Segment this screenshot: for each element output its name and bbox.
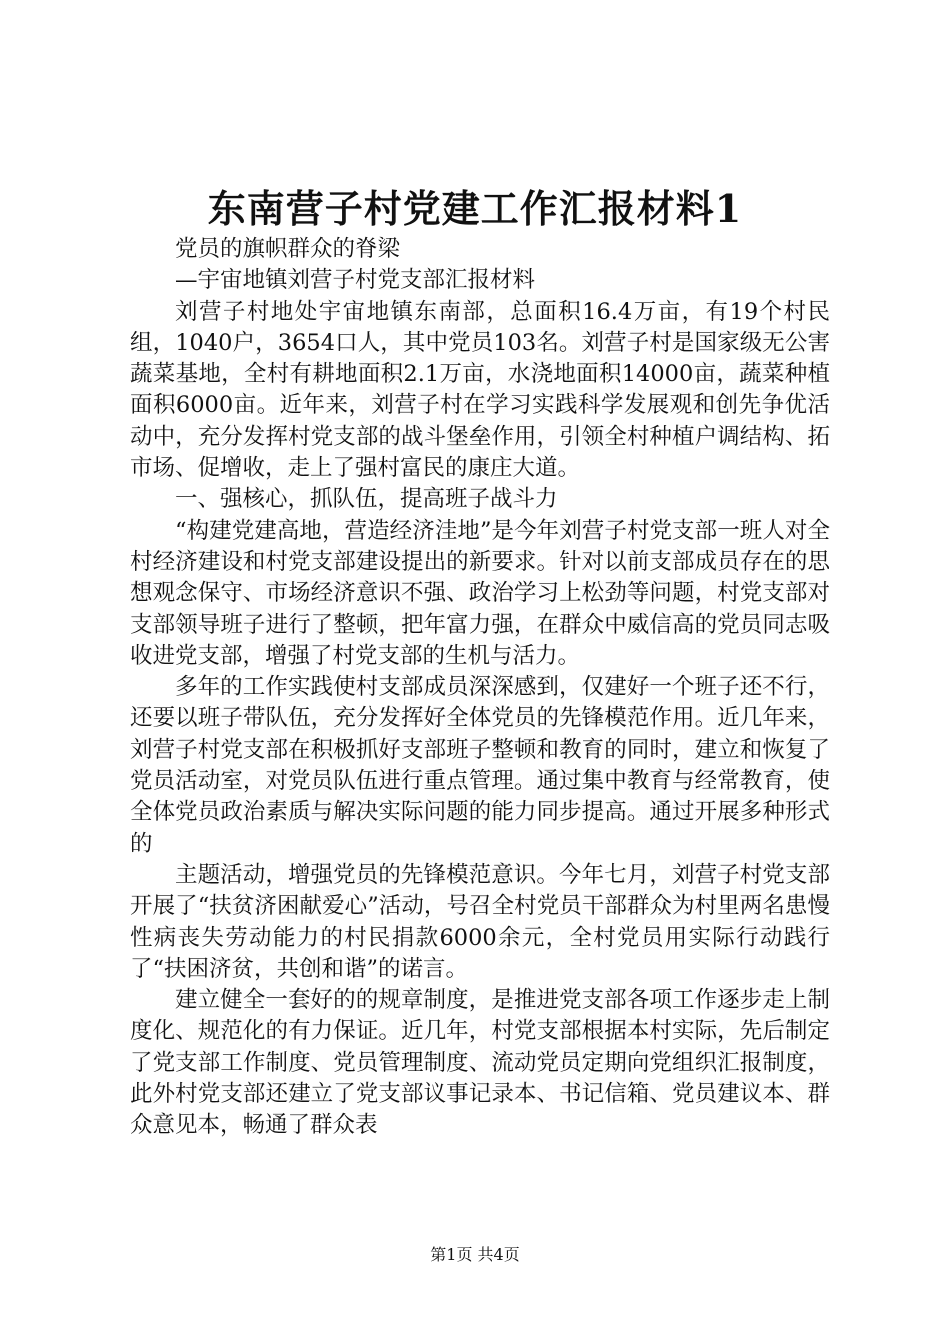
subtitle-source: —宇宙地镇刘营子村党支部汇报材料 xyxy=(175,267,536,294)
document-body xyxy=(130,234,830,1142)
paragraph: “构建党建高地，营造经济洼地”是今年刘营子村党支部一班人对全村经济建设和村党支部建设提出的新要求。针对以前支部成员存在的思想观念保守、市场经济意识不强、政治学习上松劲等问题，村党支部对支部领导班子进行了整顿，把年富力强，在群众中威信高的党员同志吸收进党支部，增强了村党支部的生机与活力。 xyxy=(130,517,830,669)
paragraph: 多年的工作实践使村支部成员深深感到，仅建好一个班子还不行，还要以班子带队伍，充分发挥好全体党员的先锋模范作用。近几年来，刘营子村党支部在积极抓好支部班子整顿和教育的同时，建立和恢复了党员活动室，对党员队伍进行重点管理。通过集中教育与经常教育，使全体党员政治素质与解决实际问题的能力同步提高。通过开展多种形式的 xyxy=(130,674,830,857)
paragraph: 主题活动，增强党员的先锋模范意识。今年七月，刘营子村党支部开展了“扶贫济困献爱心”活动，号召全村党员干部群众为村里两名患慢性病丧失劳动能力的村民捐款6000余元，全村党员用实际行动践行了“扶困济贫，共创和谐”的诺言。 xyxy=(130,861,830,982)
paragraph: 建立健全一套好的的规章制度，是推进党支部各项工作逐步走上制度化、规范化的有力保证。近几年，村党支部根据本村实际，先后制定了党支部工作制度、党员管理制度、流动党员定期向党组织汇报制度，此外村党支部还建立了党支部议事记录本、书记信箱、党员建议本、群众意见本，畅通了群众表 xyxy=(130,987,830,1139)
paragraph-intro: 刘营子村地处宇宙地镇东南部，总面积16.4万亩，有19个村民组，1040户，3654口人，其中党员103名。刘营子村是国家级无公害蔬菜基地，全村有耕地面积2.1万亩，水浇地面积14000亩，蔬菜种植面积6000亩。近年来，刘营子村在学习实践科学发展观和创先争优活动中，充分发挥村党支部的战斗堡垒作用，引领全村种植户调结构、拓市场、促增收，走上了强村富民的康庄大道。 xyxy=(130,298,830,482)
document-title: 东南营子村党建工作汇报材料1 xyxy=(207,186,743,231)
section-heading: 一、强核心，抓队伍，提高班子战斗力 xyxy=(175,486,558,513)
page-footer: 第1页 共4页 xyxy=(430,1245,520,1264)
subtitle-line: 党员的旗帜群众的脊梁 xyxy=(175,236,401,262)
